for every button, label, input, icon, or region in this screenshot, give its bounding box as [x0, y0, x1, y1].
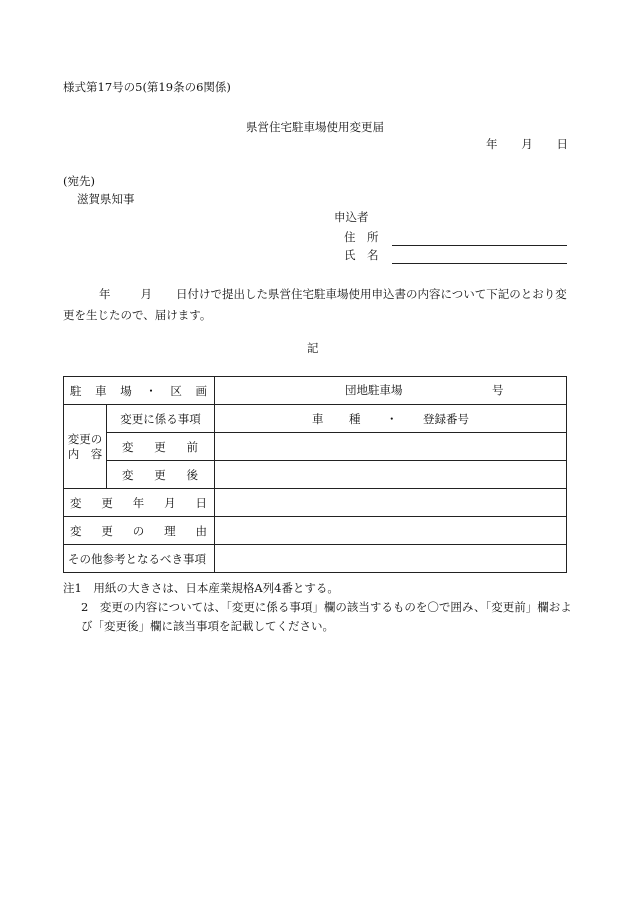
- body-month-label: 月: [140, 287, 152, 301]
- note-1: 注1 用紙の大きさは、日本産業規格A列4番とする。: [63, 581, 339, 595]
- label-char: 画: [195, 383, 207, 398]
- parking-space-value-cell[interactable]: [215, 377, 567, 405]
- label-char: 由: [195, 523, 207, 538]
- number-suffix-label: 号: [492, 382, 504, 397]
- notes: [63, 579, 573, 636]
- table-row: [64, 377, 567, 405]
- label-char: 更: [154, 467, 166, 482]
- change-details-table: [63, 376, 567, 573]
- other-notes-label: その他参考となるべき事項: [68, 551, 206, 566]
- change-reason-value-cell[interactable]: [215, 517, 567, 545]
- change-reason-label-cell: [64, 517, 215, 545]
- change-content-label-cell: [64, 405, 107, 489]
- address-field[interactable]: [392, 245, 567, 246]
- body-year-label: 年: [99, 287, 111, 301]
- option-separator: ・: [386, 411, 398, 426]
- label-char: 前: [186, 439, 198, 454]
- table-row: [64, 545, 567, 573]
- recipient-name: 滋賀県知事: [77, 192, 135, 206]
- name-field[interactable]: [392, 263, 567, 264]
- label-char: 車: [95, 383, 107, 398]
- label-char: 変: [122, 439, 134, 454]
- label-char: 後: [186, 467, 198, 482]
- change-content-label-line2: 内 容: [67, 446, 103, 461]
- table-row: [64, 461, 567, 489]
- document-title: 県営住宅駐車場使用変更届: [246, 120, 384, 134]
- body-text: 日付けで提出した県営住宅駐車場使用申込書の内容について下記のとおり変更を生じたので、届けます。: [63, 287, 567, 322]
- note-2: 2 変更の内容については、「変更に係る事項」欄の該当するものを〇で囲み、「変更前」欄および「変更後」欄に該当事項を記載してください。: [81, 600, 572, 633]
- label-char: の: [132, 523, 145, 538]
- label-char: 年: [132, 495, 145, 510]
- parking-space-label-cell: [64, 377, 215, 405]
- table-row: [64, 517, 567, 545]
- affected-item-label-cell: [107, 405, 215, 433]
- affected-item-label: 変更に係る事項: [120, 411, 201, 426]
- submission-date: [486, 139, 568, 151]
- table-row: [64, 405, 567, 433]
- date-month-label: 月: [521, 137, 533, 151]
- label-char: 変: [70, 523, 82, 538]
- after-change-label-cell: [107, 461, 215, 489]
- option-registration-number[interactable]: 登録番号: [423, 411, 469, 426]
- affected-item-options-cell[interactable]: [215, 405, 567, 433]
- other-notes-label-cell: [64, 545, 215, 573]
- change-content-label-line1: 変更の: [67, 431, 103, 446]
- other-notes-value-cell[interactable]: [215, 545, 567, 573]
- change-date-label-cell: [64, 489, 215, 517]
- label-char: 理: [164, 523, 176, 538]
- label-char: 変: [122, 467, 134, 482]
- before-change-value-cell[interactable]: [215, 433, 567, 461]
- before-change-label-cell: [107, 433, 215, 461]
- name-label: 氏 名: [344, 248, 379, 262]
- label-char: 更: [101, 523, 113, 538]
- label-char: 月: [164, 495, 176, 510]
- recipient-label: (宛先): [63, 174, 95, 188]
- address-label: 住 所: [344, 230, 379, 244]
- label-char: 更: [101, 495, 113, 510]
- date-day-label: 日: [556, 137, 568, 151]
- table-row: [64, 489, 567, 517]
- ki-heading: 記: [307, 341, 319, 355]
- label-char: 場: [120, 383, 132, 398]
- form-number: 様式第17号の5(第19条の6関係): [63, 80, 231, 94]
- label-char: 駐: [70, 383, 82, 398]
- change-date-value-cell[interactable]: [215, 489, 567, 517]
- after-change-value-cell[interactable]: [215, 461, 567, 489]
- danchi-parking-label: 団地駐車場: [345, 382, 403, 397]
- label-char: 変: [70, 495, 82, 510]
- table-row: [64, 433, 567, 461]
- label-char: 区: [170, 383, 182, 398]
- label-char: ・: [145, 383, 157, 398]
- declaration-text: [63, 284, 569, 326]
- option-vehicle-type[interactable]: 車: [312, 411, 324, 426]
- date-year-label: 年: [486, 137, 498, 151]
- applicant-label: 申込者: [334, 210, 369, 224]
- label-char: 日: [195, 495, 207, 510]
- label-char: 更: [154, 439, 166, 454]
- option-vehicle-type-2[interactable]: 種: [349, 411, 361, 426]
